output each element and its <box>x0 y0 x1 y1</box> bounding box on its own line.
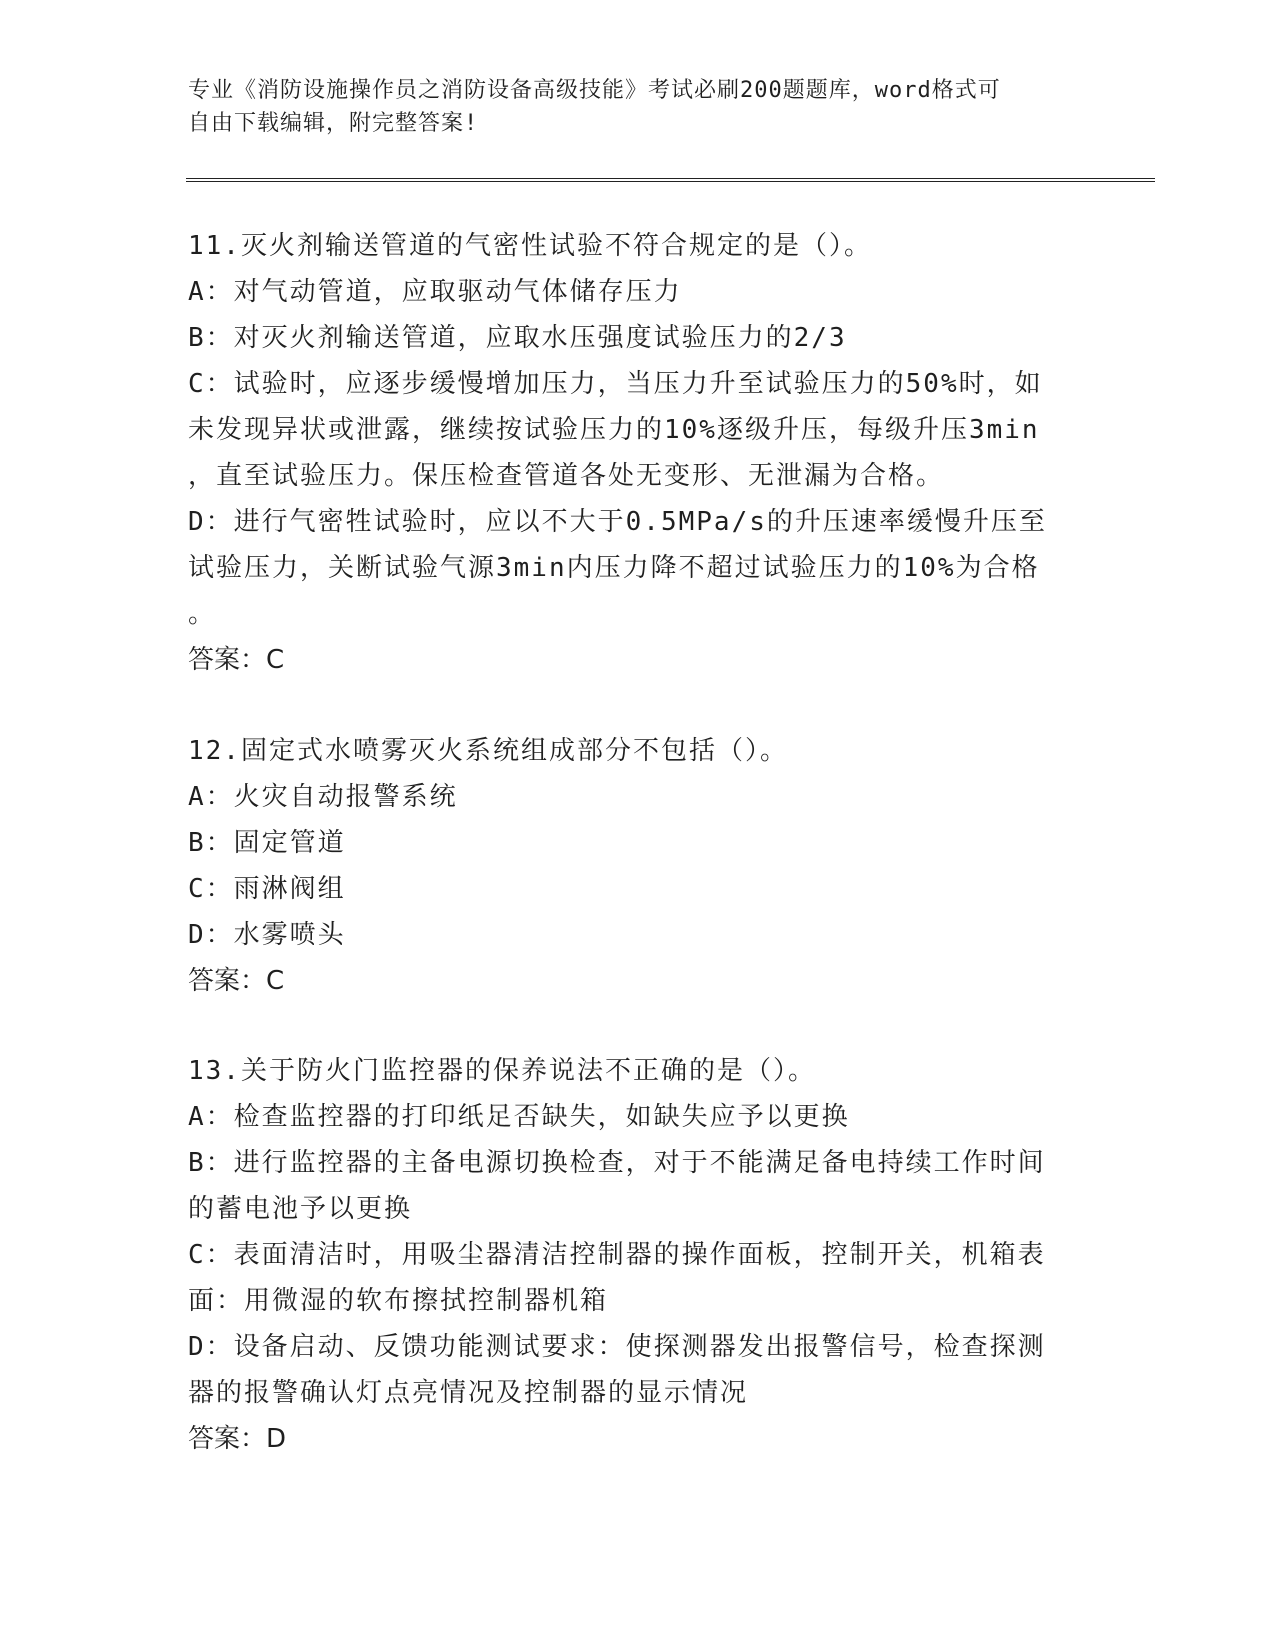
question-13 <box>188 1048 1088 1462</box>
option-c-cont: 面：用微湿的软布擦拭控制器机箱 <box>188 1286 609 1316</box>
option-a: A：对气动管道，应取驱动气体储存压力 <box>188 277 682 307</box>
question-stem: 13.关于防火门监控器的保养说法不正确的是（）。 <box>188 1056 816 1086</box>
option-c-cont: ，直至试验压力。保压检查管道各处无变形、无泄漏为合格。 <box>188 461 945 491</box>
option-b: B：固定管道 <box>188 828 346 858</box>
answer-line: 答案：D <box>188 1424 287 1454</box>
question-12 <box>188 728 1088 1004</box>
option-b-cont: 的蓄电池予以更换 <box>188 1194 413 1224</box>
option-d-cont: 试验压力，关断试验气源3min内压力降不超过试验压力的10%为合格 <box>188 553 1040 583</box>
option-d: D：水雾喷头 <box>188 920 346 950</box>
option-a: A：火灾自动报警系统 <box>188 782 458 812</box>
header-line: 自由下载编辑，附完整答案! <box>188 111 479 136</box>
option-d-cont: 。 <box>188 599 217 629</box>
header-divider <box>186 178 1155 182</box>
option-d: D：进行气密牲试验时，应以不大于0.5MPa/s的升压速率缓慢升压至 <box>188 507 1047 537</box>
answer-line: 答案：C <box>188 645 285 675</box>
answer-line: 答案：C <box>188 966 285 996</box>
option-d: D：设备启动、反馈功能测试要求：使探测器发出报警信号，检查探测 <box>188 1332 1046 1362</box>
option-d-cont: 器的报警确认灯点亮情况及控制器的显示情况 <box>188 1378 749 1408</box>
document-header <box>188 74 1088 140</box>
option-a: A：检查监控器的打印纸足否缺失，如缺失应予以更换 <box>188 1102 850 1132</box>
option-c: C：试验时，应逐步缓慢增加压力，当压力升至试验压力的50%时，如 <box>188 369 1043 399</box>
header-line: 专业《消防设施操作员之消防设备高级技能》考试必刷200题题库，word格式可 <box>188 78 1001 103</box>
question-stem: 12.固定式水喷雾灭火系统组成部分不包括（）。 <box>188 736 788 766</box>
option-b: B：对灭火剂输送管道，应取水压强度试验压力的2/3 <box>188 323 847 353</box>
question-11 <box>188 223 1088 683</box>
question-stem: 11.灭火剂输送管道的气密性试验不符合规定的是（）。 <box>188 231 872 261</box>
option-b: B：进行监控器的主备电源切换检查，对于不能满足备电持续工作时间 <box>188 1148 1046 1178</box>
option-c: C：雨淋阀组 <box>188 874 346 904</box>
option-c-cont: 未发现异状或泄露，继续按试验压力的10%逐级升压，每级升压3min <box>188 415 1040 445</box>
option-c: C：表面清洁时，用吸尘器清洁控制器的操作面板，控制开关，机箱表 <box>188 1240 1046 1270</box>
